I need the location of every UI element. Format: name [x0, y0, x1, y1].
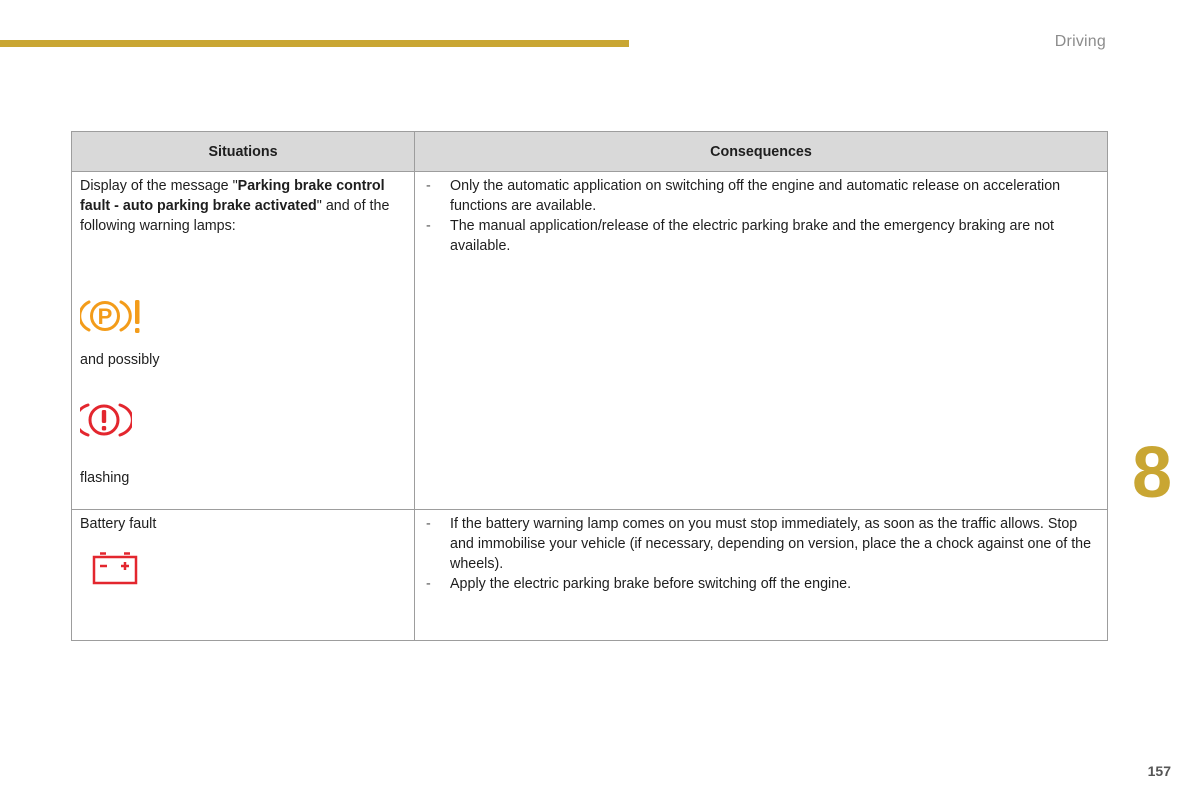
- warning-table: [71, 131, 1108, 641]
- consequences-cell: [415, 172, 1108, 510]
- table-header-row: [72, 132, 1108, 172]
- situation-cell: [72, 172, 415, 510]
- and-possibly-label: and possibly: [80, 352, 160, 368]
- column-header-consequences: Consequences: [415, 132, 1108, 172]
- battery-warning-icon: [80, 551, 406, 591]
- table-row: [72, 172, 1108, 510]
- section-title: Driving: [1054, 33, 1106, 50]
- flashing-label: flashing: [80, 470, 130, 486]
- situation-cell: [72, 510, 415, 641]
- situation-description: Display of the message "Parking brake control fault - auto parking brake activated" and of the following warning lamps:: [80, 178, 390, 234]
- header-accent-bar: [0, 40, 629, 47]
- chapter-tab-number: 8: [1131, 433, 1172, 513]
- brake-warning-icon: [80, 398, 406, 442]
- situation-label: Battery fault: [80, 516, 157, 532]
- svg-text:P: P: [97, 304, 113, 329]
- page-number: 157: [1147, 763, 1171, 779]
- list-item: - Only the automatic application on switching off the engine and automatic release on acceleration functions are available.: [423, 176, 1099, 216]
- parking-brake-fault-icon: [80, 294, 406, 338]
- column-header-situations: Situations: [72, 132, 415, 172]
- list-item: - The manual application/release of the electric parking brake and the emergency braking are not available.: [423, 216, 1099, 256]
- consequences-cell: [415, 510, 1108, 641]
- table-row: [72, 510, 1108, 641]
- consequences-list: [423, 176, 1099, 256]
- warning-message: Parking brake control fault - auto parking brake activated: [80, 178, 385, 214]
- list-item: - Apply the electric parking brake before switching off the engine.: [423, 574, 1099, 594]
- list-item: - If the battery warning lamp comes on you must stop immediately, as soon as the traffic allows. Stop and immobilise your vehicle (if necessary, depending on version, place the a chock against one of the wheels).: [423, 514, 1099, 574]
- consequences-list: [423, 514, 1099, 594]
